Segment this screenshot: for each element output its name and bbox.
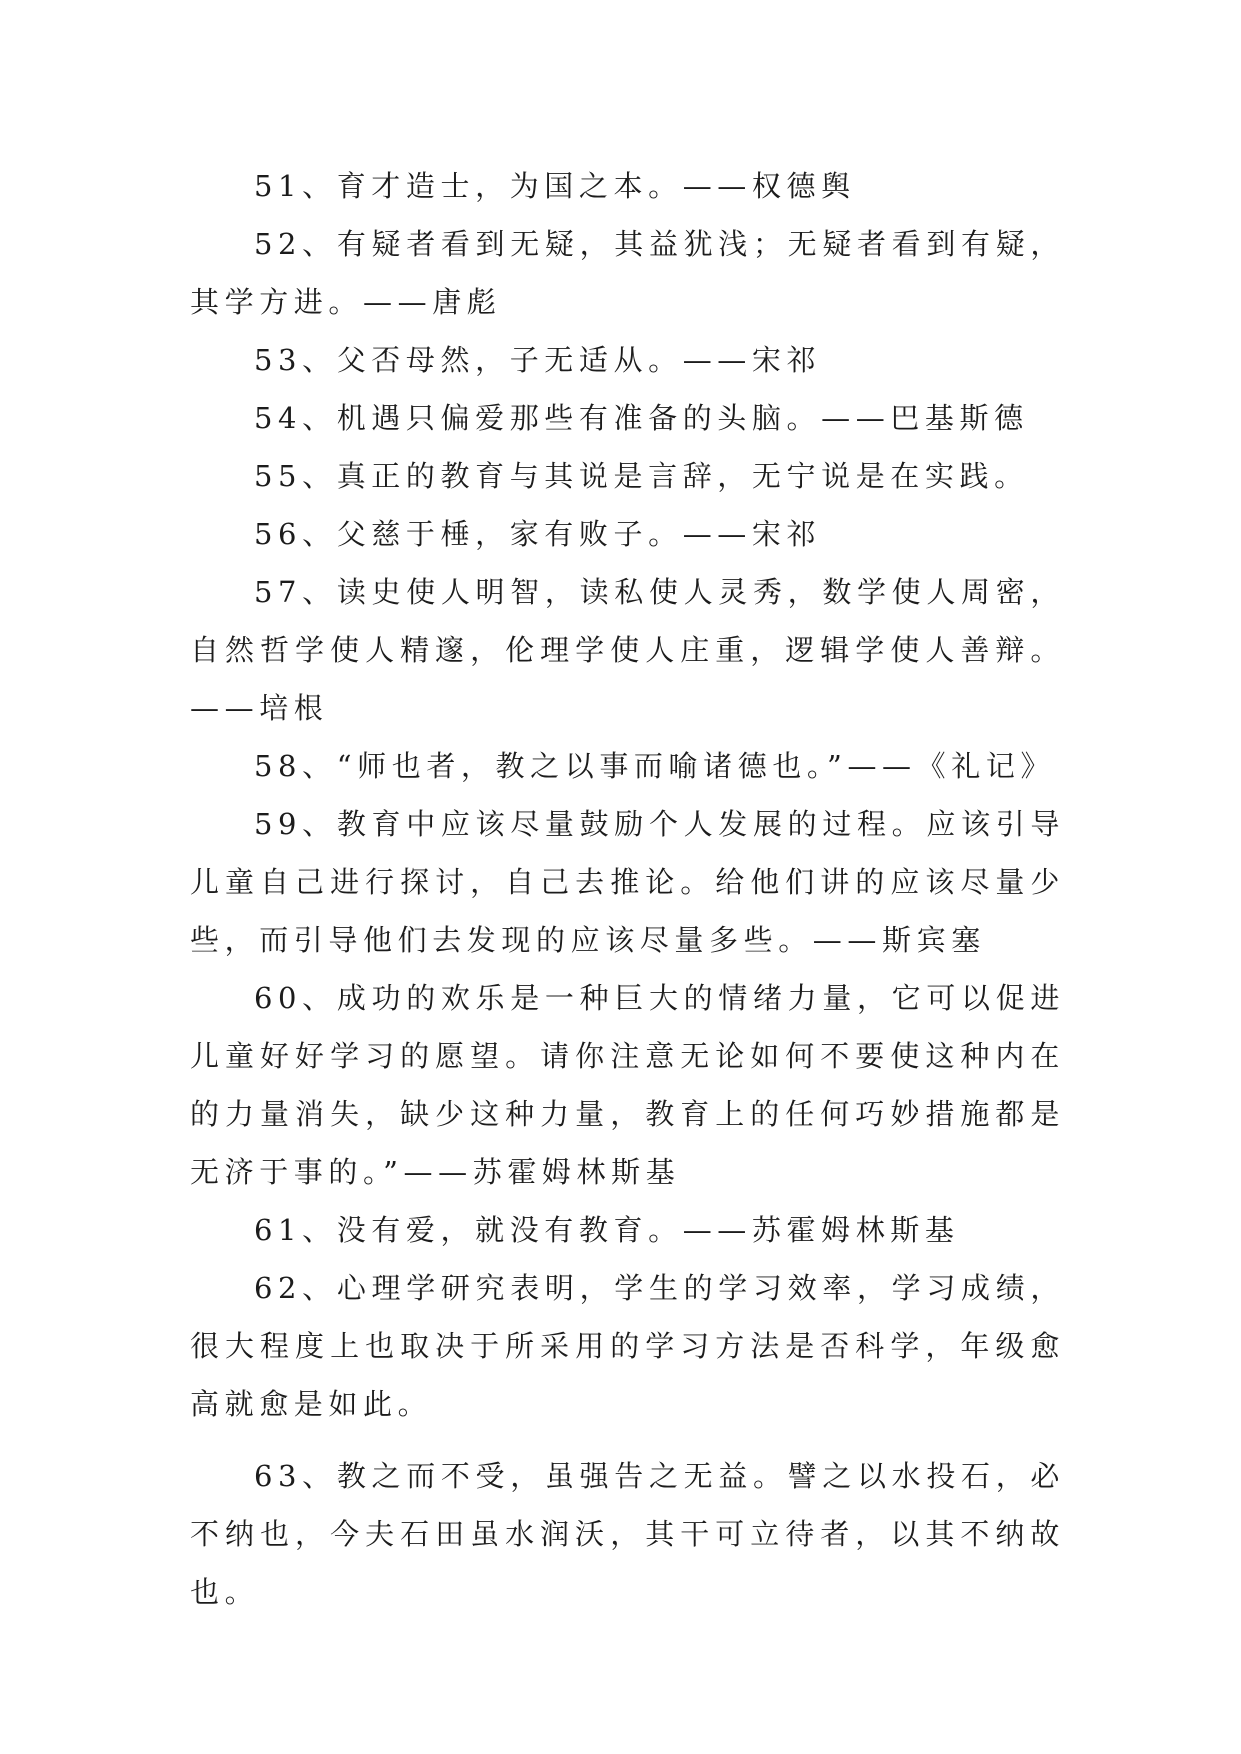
quote-60: 60、成功的欢乐是一种巨大的情绪力量，它可以促进儿童好好学习的愿望。请你注意无论如何不要使这种内在的力量消失，缺少这种力量，教育上的任何巧妙措施都是无济于事的。”——苏霍姆林斯基 (190, 981, 1065, 1189)
quote-61: 61、没有爱，就没有教育。——苏霍姆林斯基 (254, 1213, 960, 1247)
quote-63: 63、教之而不受，虽强告之无益。譬之以水投石，必不纳也，今夫石田虽水润沃，其干可立待者，以其不纳故也。 (190, 1459, 1065, 1609)
quote-59: 59、教育中应该尽量鼓励个人发展的过程。应该引导儿童自己进行探讨，自己去推论。给他们讲的应该尽量少些，而引导他们去发现的应该尽量多些。——斯宾塞 (190, 807, 1065, 957)
quote-55: 55、真正的教育与其说是言辞，无宁说是在实践。 (254, 459, 1029, 493)
quote-list (190, 157, 1065, 1621)
quote-62: 62、心理学研究表明，学生的学习效率，学习成绩，很大程度上也取决于所采用的学习方法是否科学，年级愈高就愈是如此。 (190, 1271, 1065, 1421)
quote-53: 53、父否母然，子无适从。——宋祁 (254, 343, 822, 377)
quote-57: 57、读史使人明智，读私使人灵秀，数学使人周密，自然哲学使人精邃，伦理学使人庄重，逻辑学使人善辩。——培根 (190, 575, 1065, 725)
quote-51: 51、育才造士，为国之本。——权德舆 (254, 169, 856, 203)
quote-54: 54、机遇只偏爱那些有准备的头脑。——巴基斯德 (254, 401, 1029, 435)
quote-56: 56、父慈于棰，家有败子。——宋祁 (254, 517, 822, 551)
quote-58: 58、“师也者，教之以事而喻诸德也。”——《礼记》 (254, 749, 1056, 783)
quote-52: 52、有疑者看到无疑，其益犹浅；无疑者看到有疑，其学方进。——唐彪 (190, 227, 1065, 319)
